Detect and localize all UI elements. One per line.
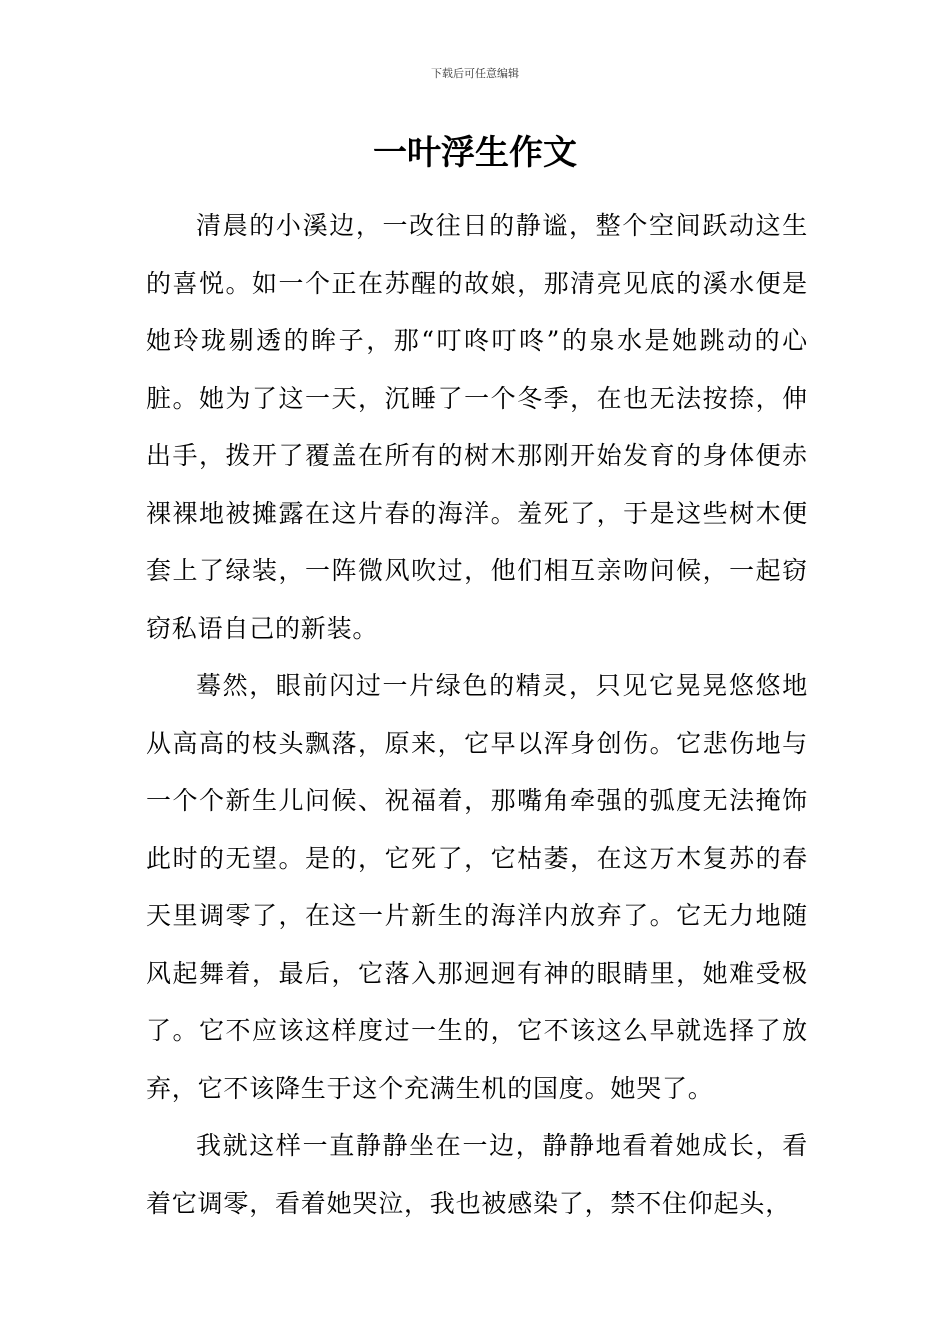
essay-body — [146, 197, 808, 1232]
header-note: 下载后可任意编辑 — [431, 67, 519, 80]
paragraph-1: 清晨的小溪边，一改往日的静谧，整个空间跃动这生的喜悦。如一个正在苏醒的故娘，那清亮见底的溪水便是她玲珑剔透的眸子，那“叮咚叮咚”的泉水是她跳动的心脏。她为了这一天，沉睡了一个冬季，在也无法按捺，伸出手，拨开了覆盖在所有的树木那刚开始发育的身体便赤裸裸地被摊露在这片春的海洋。羞死了，于是这些树木便套上了绿装，一阵微风吹过，他们相互亲吻问候，一起窃窃私语自己的新装。 — [146, 211, 808, 643]
paragraph-2: 蓦然，眼前闪过一片绿色的精灵，只见它晃晃悠悠地从高高的枝头飘落，原来，它早以浑身创伤。它悲伤地与一个个新生儿问候、祝福着，那嘴角牵强的弧度无法掩饰此时的无望。是的，它死了，它枯萎，在这万木复苏的春天里调零了，在这一片新生的海洋内放弃了。它无力地随风起舞着，最后，它落入那迥迥有神的眼睛里，她难受极了。它不应该这样度过一生的，它不该这么早就选择了放弃，它不该降生于这个充满生机的国度。她哭了。 — [146, 671, 808, 1103]
document-title: 一叶浮生作文 — [373, 133, 577, 173]
paragraph-3: 我就这样一直静静坐在一边，静静地看着她成长，看着它调零，看着她哭泣，我也被感染了，禁不住仰起头， — [146, 1131, 808, 1218]
